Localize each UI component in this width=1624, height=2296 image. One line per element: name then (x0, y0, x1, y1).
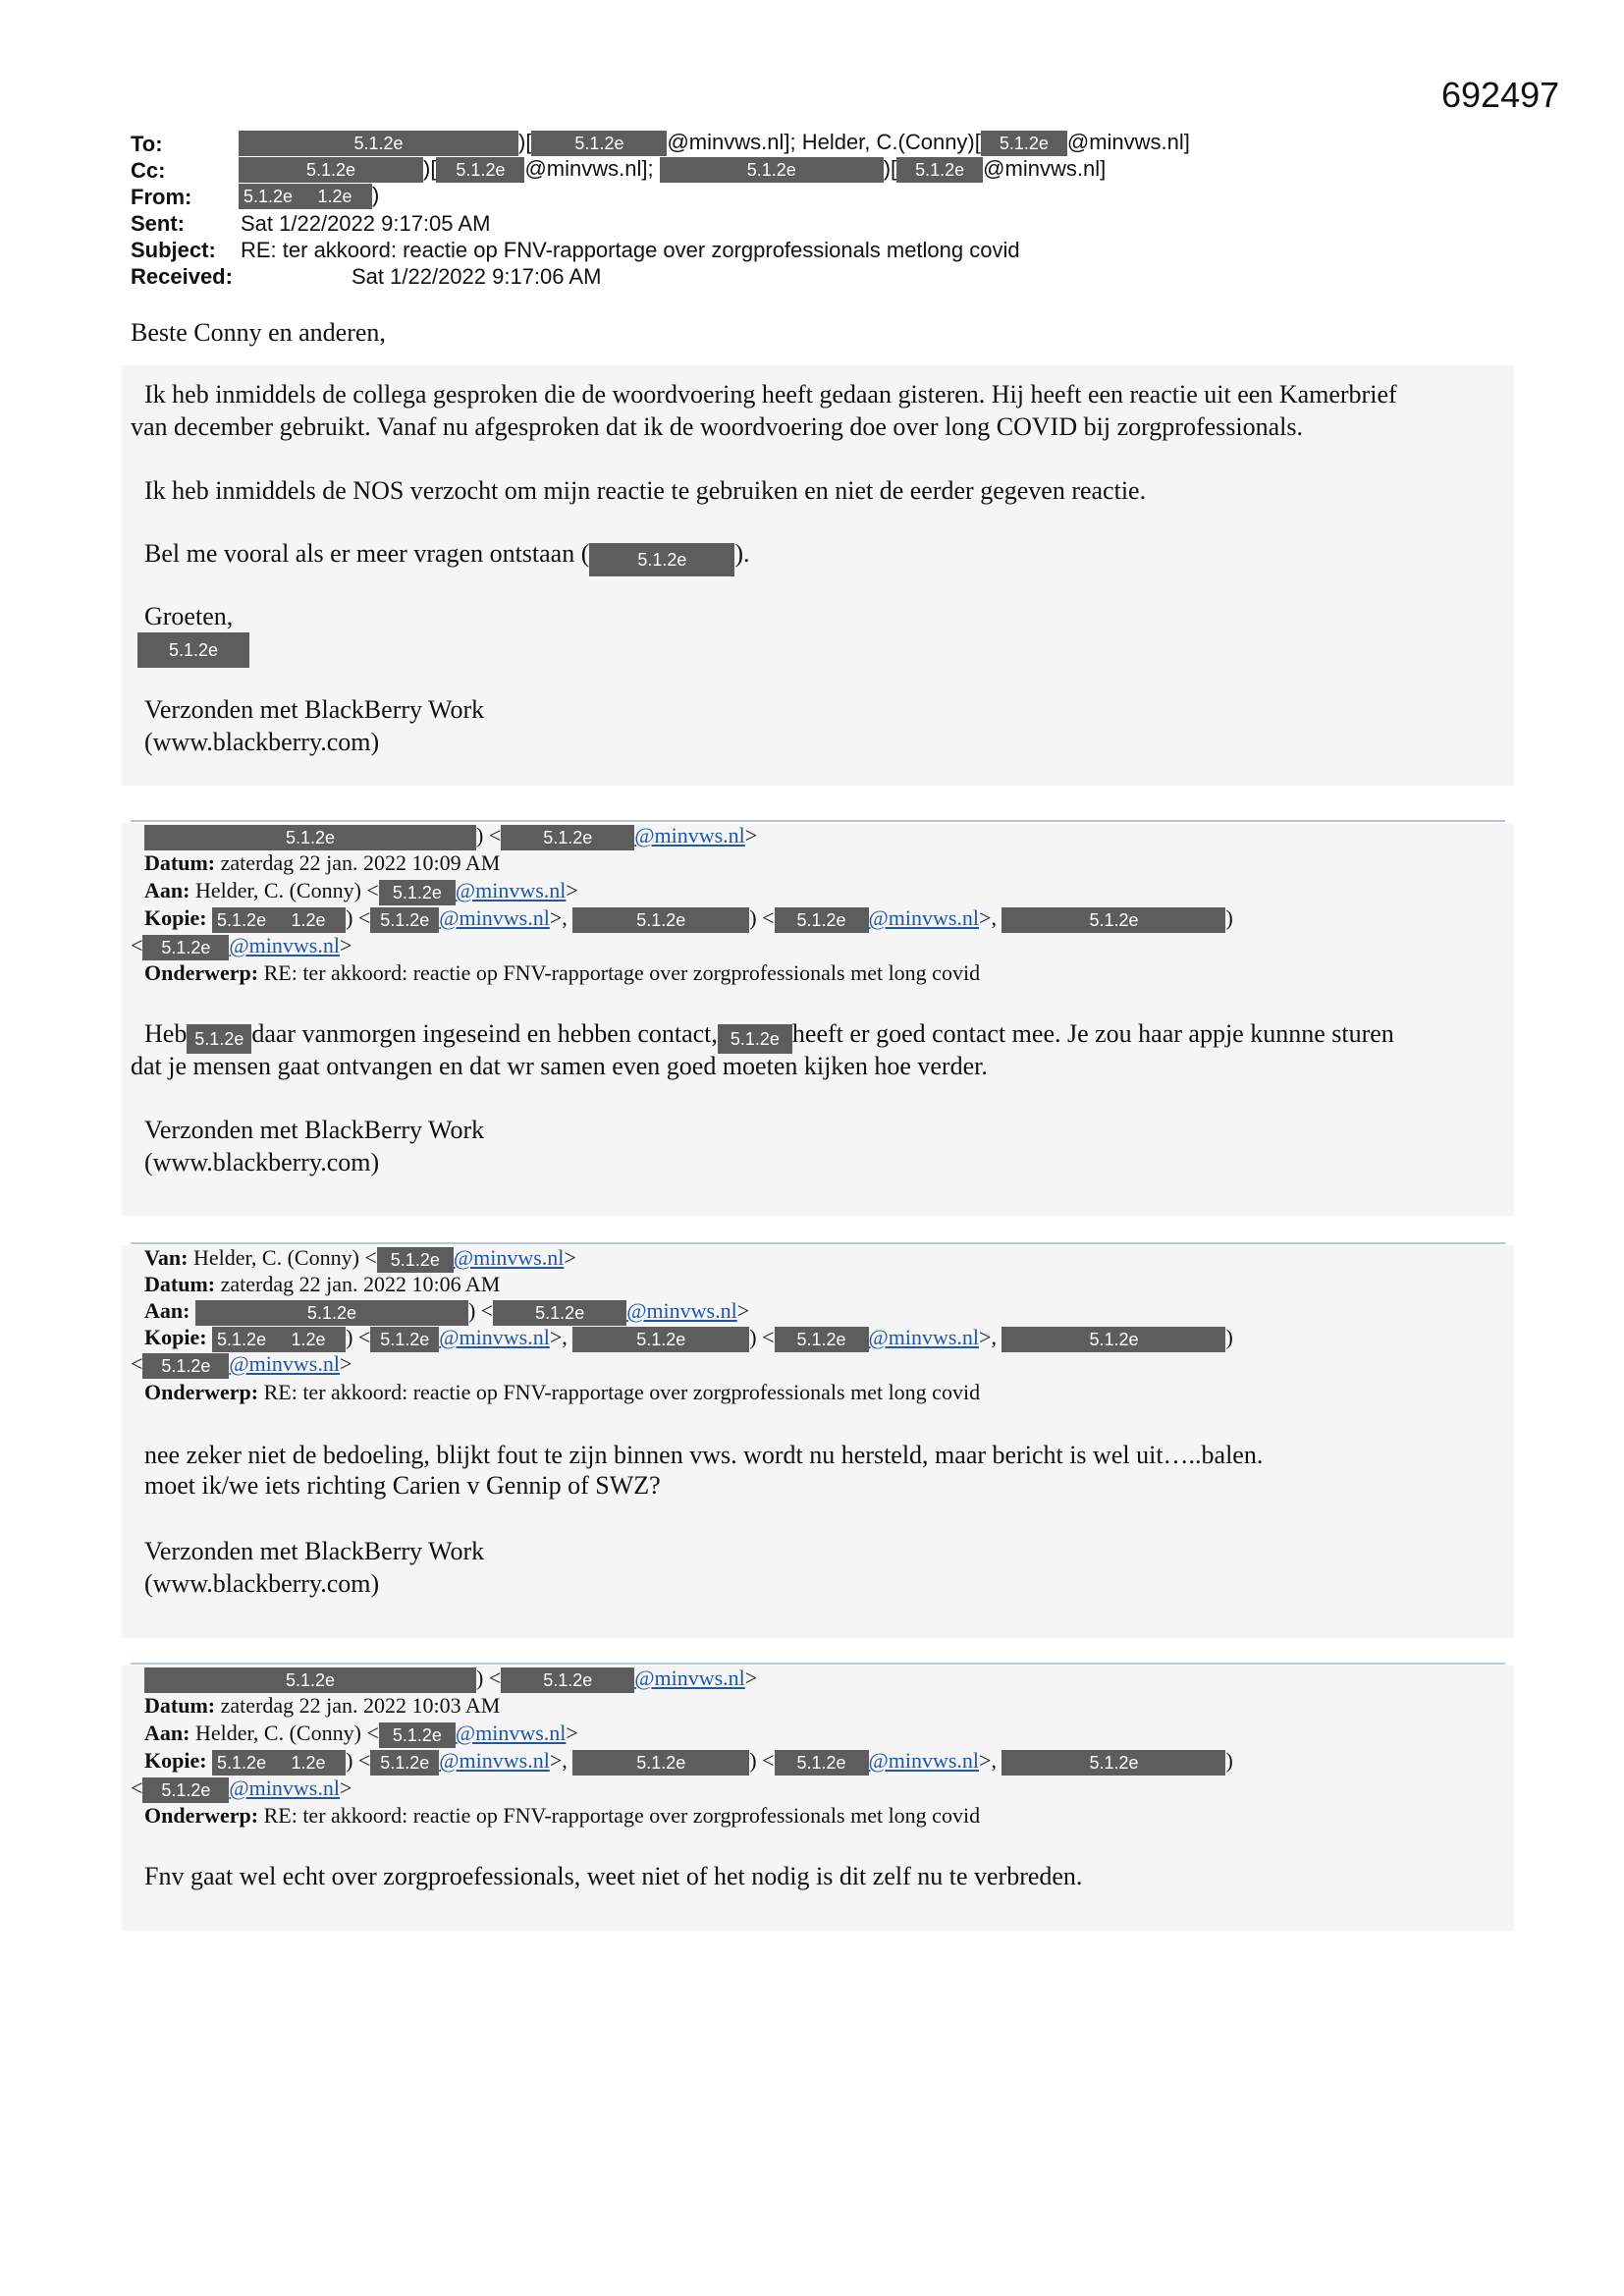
body-text: Heb (144, 1019, 188, 1048)
redaction-box: 5.1.2e (144, 1667, 476, 1693)
redaction-box: 1.2e (271, 907, 346, 933)
message4-aan-row: Aan: Helder, C. (Conny) < 5.1.2e @minvws.nl> (144, 1721, 578, 1748)
cc-domain: @minvws.nl]; (524, 156, 654, 181)
from-label: From: (131, 185, 192, 209)
separator-line (131, 1242, 1505, 1244)
para3-end: ). (734, 539, 750, 568)
redaction-box: 5.1.2e (660, 157, 884, 183)
redaction-box: 5.1.2e (775, 1327, 869, 1352)
redaction-box: 5.1.2e (1001, 1327, 1225, 1352)
message1-footer1: Verzonden met BlackBerry Work (144, 695, 485, 724)
datum-label: Datum: (144, 1272, 216, 1296)
redaction-box: 5.1.2e (195, 1300, 468, 1326)
message2-body-line2: dat je mensen gaat ontvangen en dat wr samen even goed moeten kijken hoe verder. (131, 1052, 988, 1080)
redaction-box: 5.1.2e (379, 880, 456, 905)
redaction-box: 5.1.2e (212, 907, 271, 933)
message2-onderwerp-row (144, 960, 980, 986)
email-link[interactable]: @minvws.nl (229, 1776, 340, 1800)
received-value: Sat 1/22/2022 9:17:06 AM (352, 264, 602, 289)
redaction-box: 5.1.2e (144, 825, 476, 850)
message1-footer2: (www.blackberry.com) (144, 728, 380, 756)
email-link[interactable]: @minvws.nl (439, 1325, 550, 1349)
message4-body-line1: Fnv gaat wel echt over zorgproefessionals, weet niet of het nodig is dit zelf nu te verbreden. (144, 1862, 1083, 1890)
redaction-box: 5.1.2e (379, 1722, 456, 1748)
message3-kopie-row2: < 5.1.2e @minvws.nl> (131, 1351, 352, 1379)
redaction-box: 5.1.2e (137, 632, 249, 668)
redaction-box: 5.1.2e (142, 1777, 229, 1803)
body-text: heeft er goed contact mee. Je zou haar appje kunnne sturen (791, 1019, 1394, 1048)
redaction-box: 5.1.2e (239, 184, 298, 209)
separator-line (131, 820, 1505, 822)
redaction-box: 5.1.2e (142, 1353, 229, 1379)
redaction-box: 5.1.2e (370, 1750, 439, 1776)
para3-text: Bel me vooral als er meer vragen ontstaan ( (144, 539, 590, 568)
email-link[interactable]: @minvws.nl (455, 878, 567, 902)
message3-body-line1: nee zeker niet de bedoeling, blijkt fout te zijn binnen vws. wordt nu hersteld, maar bericht is wel uit…..balen. (144, 1441, 1264, 1469)
redaction-box: 5.1.2e (493, 1300, 626, 1326)
datum-value: zaterdag 22 jan. 2022 10:09 AM (220, 850, 501, 875)
van-label: Van: (144, 1245, 189, 1270)
message2-body-line1 (144, 1019, 1394, 1054)
message1-para1-line1: Ik heb inmiddels de collega gesproken die de woordvoering heeft gedaan gisteren. Hij heeft een reactie uit een Kamerbrief (144, 380, 1397, 409)
email-link[interactable]: @minvws.nl (229, 1351, 340, 1376)
onderwerp-value: RE: ter akkoord: reactie op FNV-rapportage over zorgprofessionals met long covid (263, 1380, 981, 1404)
to-label: To: (131, 132, 163, 156)
datum-label: Datum: (144, 1693, 216, 1718)
onderwerp-value: RE: ter akkoord: reactie op FNV-rapportage over zorgprofessionals met long covid (263, 960, 981, 985)
message2-aan-row: Aan: Helder, C. (Conny) < 5.1.2e @minvws.nl> (144, 878, 578, 905)
redaction-box: 5.1.2e (370, 907, 439, 933)
redaction-box: 5.1.2e (436, 157, 524, 183)
message2-datum-row (144, 850, 500, 876)
onderwerp-label: Onderwerp: (144, 1380, 259, 1404)
redaction-box: 5.1.2e (187, 1024, 251, 1054)
message2-kopie-row2: < 5.1.2e @minvws.nl> (131, 933, 352, 960)
email-link[interactable]: @minvws.nl (634, 823, 745, 847)
message4-onderwerp-row (144, 1803, 980, 1829)
redaction-box: 5.1.2e (377, 1247, 454, 1273)
subject-label: Subject: (131, 238, 216, 262)
redaction-box: 5.1.2e (589, 543, 734, 576)
message3-van-row: Van: Helder, C. (Conny) < 5.1.2e @minvws.nl> (144, 1245, 576, 1273)
message1-closing: Groeten, (144, 602, 234, 630)
message4-datum-row (144, 1693, 500, 1719)
separator-line (131, 1663, 1505, 1665)
aan-label: Aan: (144, 1721, 190, 1745)
redaction-box: 5.1.2e (775, 1750, 869, 1776)
message1-para1-line2: van december gebruikt. Vanaf nu afgesproken dat ik de woordvoering doe over long COVID bij zorgprofessionals. (131, 412, 1303, 441)
redaction-box: 5.1.2e (1001, 1750, 1225, 1776)
cc-domain-end: @minvws.nl] (983, 156, 1107, 181)
redaction-box: 5.1.2e (501, 825, 634, 850)
redaction-box: 5.1.2e (775, 907, 869, 933)
aan-value: Helder, C. (Conny) < (194, 878, 379, 902)
redaction-box: 5.1.2e (572, 1750, 749, 1776)
redaction-box: 5.1.2e (531, 131, 667, 156)
message2-footer1: Verzonden met BlackBerry Work (144, 1116, 485, 1144)
message1-para2: Ik heb inmiddels de NOS verzocht om mijn reactie te gebruiken en niet de eerder gegeven reactie. (144, 476, 1147, 505)
redaction-box: 5.1.2e (1001, 907, 1225, 933)
message4-kopie-row2: < 5.1.2e @minvws.nl> (131, 1776, 352, 1803)
redaction-box: 5.1.2e (212, 1750, 271, 1776)
email-link[interactable]: @minvws.nl (439, 905, 550, 930)
message1-para3 (144, 539, 750, 576)
document-id: 692497 (1441, 75, 1560, 115)
redaction-box: 5.1.2e (239, 131, 518, 156)
email-link[interactable]: @minvws.nl (868, 1748, 980, 1773)
kopie-label: Kopie: (144, 905, 207, 930)
to-domain-end: @minvws.nl] (1066, 130, 1190, 154)
email-link[interactable]: @minvws.nl (634, 1666, 745, 1690)
onderwerp-label: Onderwerp: (144, 1803, 259, 1828)
onderwerp-label: Onderwerp: (144, 960, 259, 985)
to-domain: @minvws.nl]; Helder, C.(Conny)[ (667, 130, 981, 154)
email-link[interactable]: @minvws.nl (455, 1721, 567, 1745)
redaction-box: 5.1.2e (572, 907, 749, 933)
aan-label: Aan: (144, 878, 190, 902)
redaction-box: 1.2e (298, 184, 372, 209)
email-link[interactable]: @minvws.nl (626, 1298, 737, 1323)
message2-kopie-row: Kopie: 5.1.2e 1.2e ) < 5.1.2e @minvws.nl>, 5.1.2e ) < 5.1.2e @minvws.nl>, 5.1.2e ) (144, 905, 1233, 933)
aan-value: Helder, C. (Conny) < (194, 1721, 379, 1745)
onderwerp-value: RE: ter akkoord: reactie op FNV-rapportage over zorgprofessionals met long covid (263, 1803, 981, 1828)
sent-value: Sat 1/22/2022 9:17:05 AM (241, 211, 491, 236)
message4-from-row: 5.1.2e ) < 5.1.2e @minvws.nl> (144, 1666, 757, 1693)
message3-aan-row: Aan: 5.1.2e ) < 5.1.2e @minvws.nl> (144, 1298, 749, 1326)
email-link[interactable]: @minvws.nl (453, 1245, 565, 1270)
message4-kopie-row: Kopie: 5.1.2e 1.2e ) < 5.1.2e @minvws.nl>, 5.1.2e ) < 5.1.2e @minvws.nl>, 5.1.2e ) (144, 1748, 1233, 1776)
redaction-box: 5.1.2e (718, 1024, 792, 1054)
datum-value: zaterdag 22 jan. 2022 10:06 AM (220, 1272, 501, 1296)
message3-body-line2: moet ik/we iets richting Carien v Gennip of SWZ? (144, 1471, 661, 1500)
datum-value: zaterdag 22 jan. 2022 10:03 AM (220, 1693, 501, 1718)
email-link[interactable]: @minvws.nl (439, 1748, 550, 1773)
redaction-box: 5.1.2e (142, 935, 229, 960)
message3-footer2: (www.blackberry.com) (144, 1569, 380, 1598)
datum-label: Datum: (144, 850, 216, 875)
email-link[interactable]: @minvws.nl (229, 933, 340, 957)
cc-label: Cc: (131, 158, 166, 183)
message2-from-row: 5.1.2e ) < 5.1.2e @minvws.nl> (144, 823, 757, 850)
received-label: Received: (131, 264, 233, 289)
redaction-box: 5.1.2e (981, 131, 1067, 156)
body-text: daar vanmorgen ingeseind en hebben contact, (251, 1019, 718, 1048)
message3-datum-row (144, 1272, 500, 1297)
kopie-label: Kopie: (144, 1325, 207, 1349)
redaction-box: 1.2e (271, 1750, 346, 1776)
message3-onderwerp-row (144, 1380, 980, 1405)
redaction-box: 5.1.2e (370, 1327, 439, 1352)
message3-kopie-row: Kopie: 5.1.2e 1.2e ) < 5.1.2e @minvws.nl>, 5.1.2e ) < 5.1.2e @minvws.nl>, 5.1.2e ) (144, 1325, 1233, 1352)
redaction-box: 5.1.2e (896, 157, 983, 183)
redaction-box: 5.1.2e (501, 1667, 634, 1693)
redaction-box: 5.1.2e (572, 1327, 749, 1352)
redaction-box: 1.2e (271, 1327, 346, 1352)
message2-footer2: (www.blackberry.com) (144, 1148, 380, 1176)
redaction-box: 5.1.2e (212, 1327, 271, 1352)
email-link[interactable]: @minvws.nl (868, 1325, 980, 1349)
subject-value: RE: ter akkoord: reactie op FNV-rapportage over zorgprofessionals metlong covid (241, 238, 1020, 262)
van-value: Helder, C. (Conny) < (192, 1245, 377, 1270)
email-link[interactable]: @minvws.nl (868, 905, 980, 930)
greeting: Beste Conny en anderen, (131, 318, 386, 347)
sent-label: Sent: (131, 211, 185, 236)
redaction-box: 5.1.2e (239, 157, 423, 183)
kopie-label: Kopie: (144, 1748, 207, 1773)
aan-label: Aan: (144, 1298, 190, 1323)
message3-footer1: Verzonden met BlackBerry Work (144, 1537, 485, 1565)
